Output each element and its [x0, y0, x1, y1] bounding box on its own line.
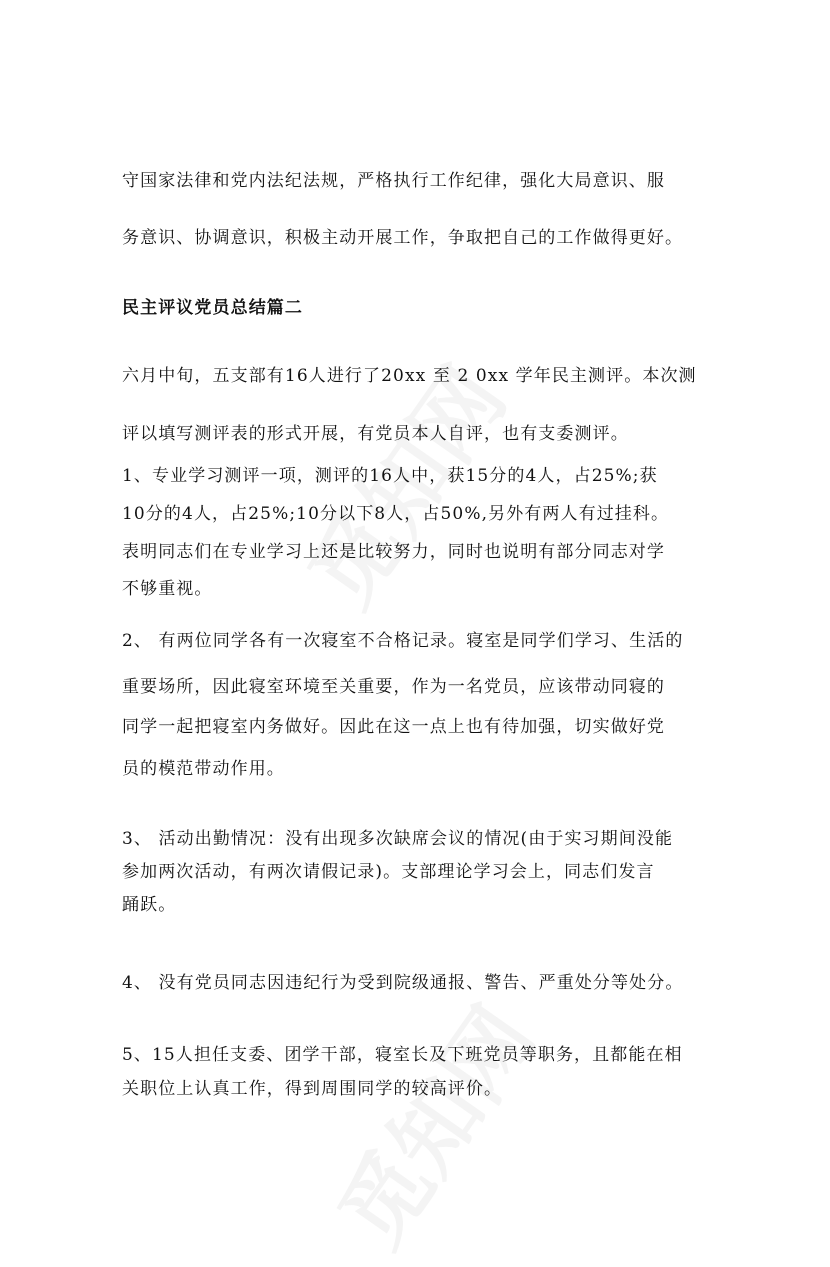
text-line: 重要场所，因此寝室环境至关重要，作为一名党员，应该带动同寝的	[122, 677, 665, 697]
text-line: 参加两次活动，有两次请假记录)。支部理论学习会上，同志们发言	[122, 862, 655, 882]
section-heading: 民主评议党员总结篇二	[122, 298, 303, 318]
text-line: 2、 有两位同学各有一次寝室不合格记录。寝室是同学们学习、生活的	[122, 631, 684, 651]
text-line: 5、15人担任支委、团学干部，寝室长及下班党员等职务，且都能在相	[122, 1045, 683, 1065]
text-line: 六月中旬，五支部有16人进行了20xx 至 2 0xx 学年民主测评。本次测	[122, 366, 697, 386]
text-line: 4、 没有党员同志因违纪行为受到院级通报、警告、严重处分等处分。	[122, 973, 684, 993]
text-line: 员的模范带动作用。	[122, 759, 285, 779]
text-line: 1、专业学习测评一项，测评的16人中，获15分的4人，占25%;获	[122, 466, 658, 486]
text-line: 守国家法律和党内法纪法规，严格执行工作纪律，强化大局意识、服	[122, 171, 665, 191]
text-line: 10分的4人，占25%;10分以下8人，占50%,另外有两人有过挂科。	[122, 504, 670, 524]
text-line: 关职位上认真工作，得到周围同学的较高评价。	[122, 1079, 503, 1099]
text-line: 不够重视。	[122, 579, 213, 599]
text-line: 表明同志们在专业学习上还是比较努力，同时也说明有部分同志对学	[122, 542, 665, 562]
text-line: 评以填写测评表的形式开展，有党员本人自评，也有支委测评。	[122, 424, 629, 444]
watermark	[305, 979, 560, 1267]
text-line: 踊跃。	[122, 895, 177, 915]
text-line: 务意识、协调意识，积极主动开展工作，争取把自己的工作做得更好。	[122, 228, 684, 248]
text-line: 同学一起把寝室内务做好。因此在这一点上也有待加强，切实做好党	[122, 717, 665, 737]
text-line: 3、 活动出勤情况：没有出现多次缺席会议的情况(由于实习期间没能	[122, 829, 674, 849]
